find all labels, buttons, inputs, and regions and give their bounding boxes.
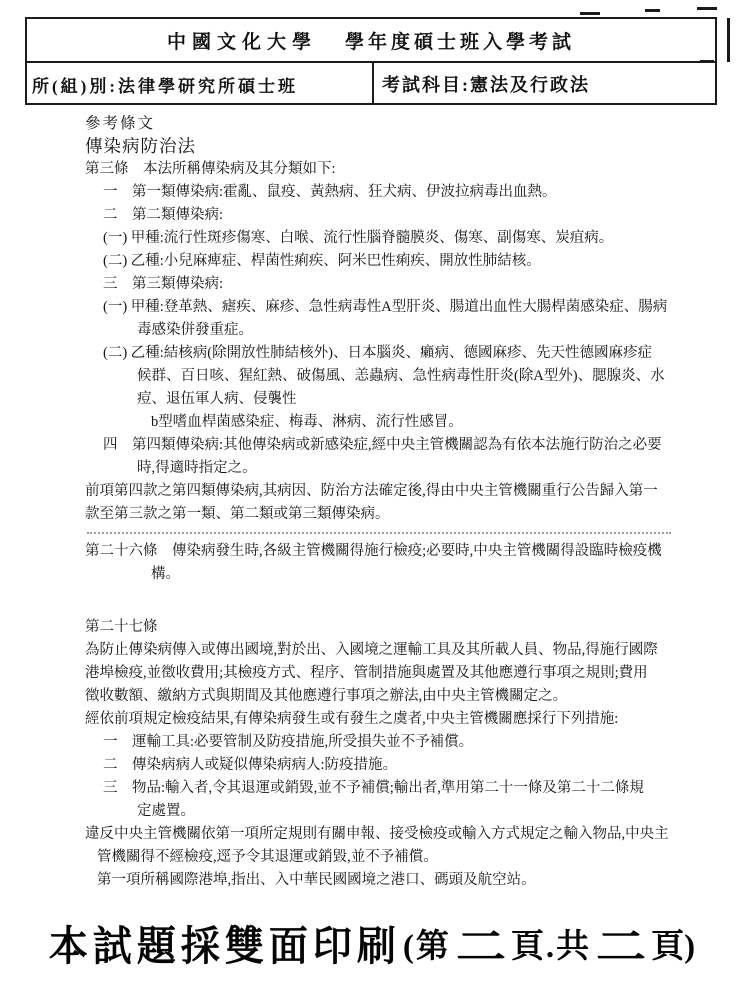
text-line: 款至第三款之第一類、第二類或第三類傳染病。 [85, 506, 390, 522]
scan-artifact [727, 18, 730, 62]
scan-artifact [697, 7, 717, 10]
text-line: b型嗜血桿菌感染症、梅毒、淋病、流行性感冒。 [151, 414, 463, 430]
text-line: 時,得適時指定之。 [137, 460, 257, 476]
text-line: 二 傳染病病人或疑似傳染病病人:防疫措施。 [103, 757, 398, 773]
department-cell: 所(組)別:法律學研究所碩士班 [27, 63, 374, 105]
text-line: (二) 乙種:結核病(除開放性肺結核外)、日本腦炎、癩病、德國麻疹、先天性德國麻疹症 [103, 345, 652, 361]
text-line: 經依前項規定檢疫結果,有傳染病發生或有發生之虞者,中央主管機關應採行下列措施: [85, 711, 619, 727]
text-line: 候群、百日咳、猩紅熱、破傷風、恙蟲病、急性病毒性肝炎(除A型外)、腮腺炎、水 [137, 368, 665, 384]
footer-print-note [42, 908, 702, 978]
text-line: 違反中央主管機關依第一項所定規則有關申報、接受檢疫或輸入方式規定之輸入物品,中央主 [85, 826, 669, 842]
header-table [25, 17, 717, 105]
text-line: 前項第四款之第四類傳染病,其病因、防治方法確定後,得由中央主管機關重行公告歸入第一 [85, 483, 658, 499]
university-name: 中國文化大學 [167, 31, 318, 53]
text-line: (二) 乙種:小兒麻痺症、桿菌性痢疾、阿米巴性痢疾、開放性肺結核。 [103, 253, 541, 269]
text-line: 四 第四類傳染病:其他傳染病或新感染症,經中央主管機關認為有依本法施行防治之必要 [103, 437, 662, 453]
footer-note-text: 本試題採雙面印刷 [48, 924, 401, 970]
header-info-row [27, 63, 715, 105]
text-line: 毒感染併發重症。 [137, 322, 253, 338]
text-line: 參考條文 [85, 115, 156, 132]
scan-artifact [580, 12, 600, 15]
text-line: 構。 [151, 566, 180, 582]
scan-noise-line [87, 532, 671, 534]
scan-artifact [645, 9, 660, 12]
text-line: 第二十七條 [85, 619, 158, 635]
text-line: 三 物品:輸入者,令其退運或銷毀,並不予補償;輸出者,準用第二十一條及第二十二條規 [103, 780, 644, 796]
subject-cell: 考試科目:憲法及行政法 [382, 75, 590, 95]
text-line: 一 第一類傳染病:霍亂、鼠疫、黃熱病、狂犬病、伊波拉病毒出血熱。 [103, 184, 557, 200]
text-line: 第三條 本法所稱傳染病及其分類如下: [85, 161, 336, 177]
text-line: (一) 甲種:流行性斑疹傷寒、白喉、流行性腦脊髓膜炎、傷寒、副傷寒、炭疽病。 [103, 230, 614, 246]
text-line: 定處置。 [137, 803, 195, 819]
text-line: 為防止傳染病傳入或傳出國境,對於出、入國境之運輸工具及其所載人員、物品,得施行國際 [85, 642, 658, 658]
text-line: 二 第二類傳染病: [103, 207, 224, 223]
footer-bracket-close: 頁) [651, 928, 696, 965]
law-reference-text [85, 112, 687, 892]
text-line: 徵收數額、繳納方式與期間及其他應遵行事項之辦法,由中央主管機關定之。 [85, 688, 568, 704]
header-title-row [27, 19, 715, 63]
total-pages: 二 [596, 923, 647, 969]
footer-bracket-open: (第 [402, 928, 451, 965]
text-line: 第一項所稱國際港埠,指出、入中華民國國境之港口、碼頭及航空站。 [97, 872, 536, 888]
text-line: 港埠檢疫,並徵收費用;其檢疫方式、程序、管制措施與處置及其他應遵行事項之規則;費用 [85, 665, 648, 681]
text-line: 管機關得不經檢疫,逕予令其退運或銷毀,並不予補償。 [97, 849, 438, 865]
text-line: (一) 甲種:登革熱、瘧疾、麻疹、急性病毒性A型肝炎、腸道出血性大腸桿菌感染症、腸病 [103, 299, 668, 315]
text-line: 第二十六條 傳染病發生時,各級主管機關得施行檢疫;必要時,中央主管機關得設臨時檢疫機 [85, 543, 662, 559]
text-line: 傳染病防治法 [85, 136, 196, 156]
text-line: 三 第三類傳染病: [103, 276, 224, 292]
footer-page-separator: 頁.共 [510, 928, 592, 965]
exam-session-title: 學年度碩士班入學考試 [345, 31, 576, 53]
text-line: 痘、退伍軍人病、侵襲性 [137, 391, 297, 407]
page-number: 二 [455, 923, 506, 969]
text-line: 一 運輸工具:必要管制及防疫措施,所受損失並不予補償。 [103, 734, 474, 750]
